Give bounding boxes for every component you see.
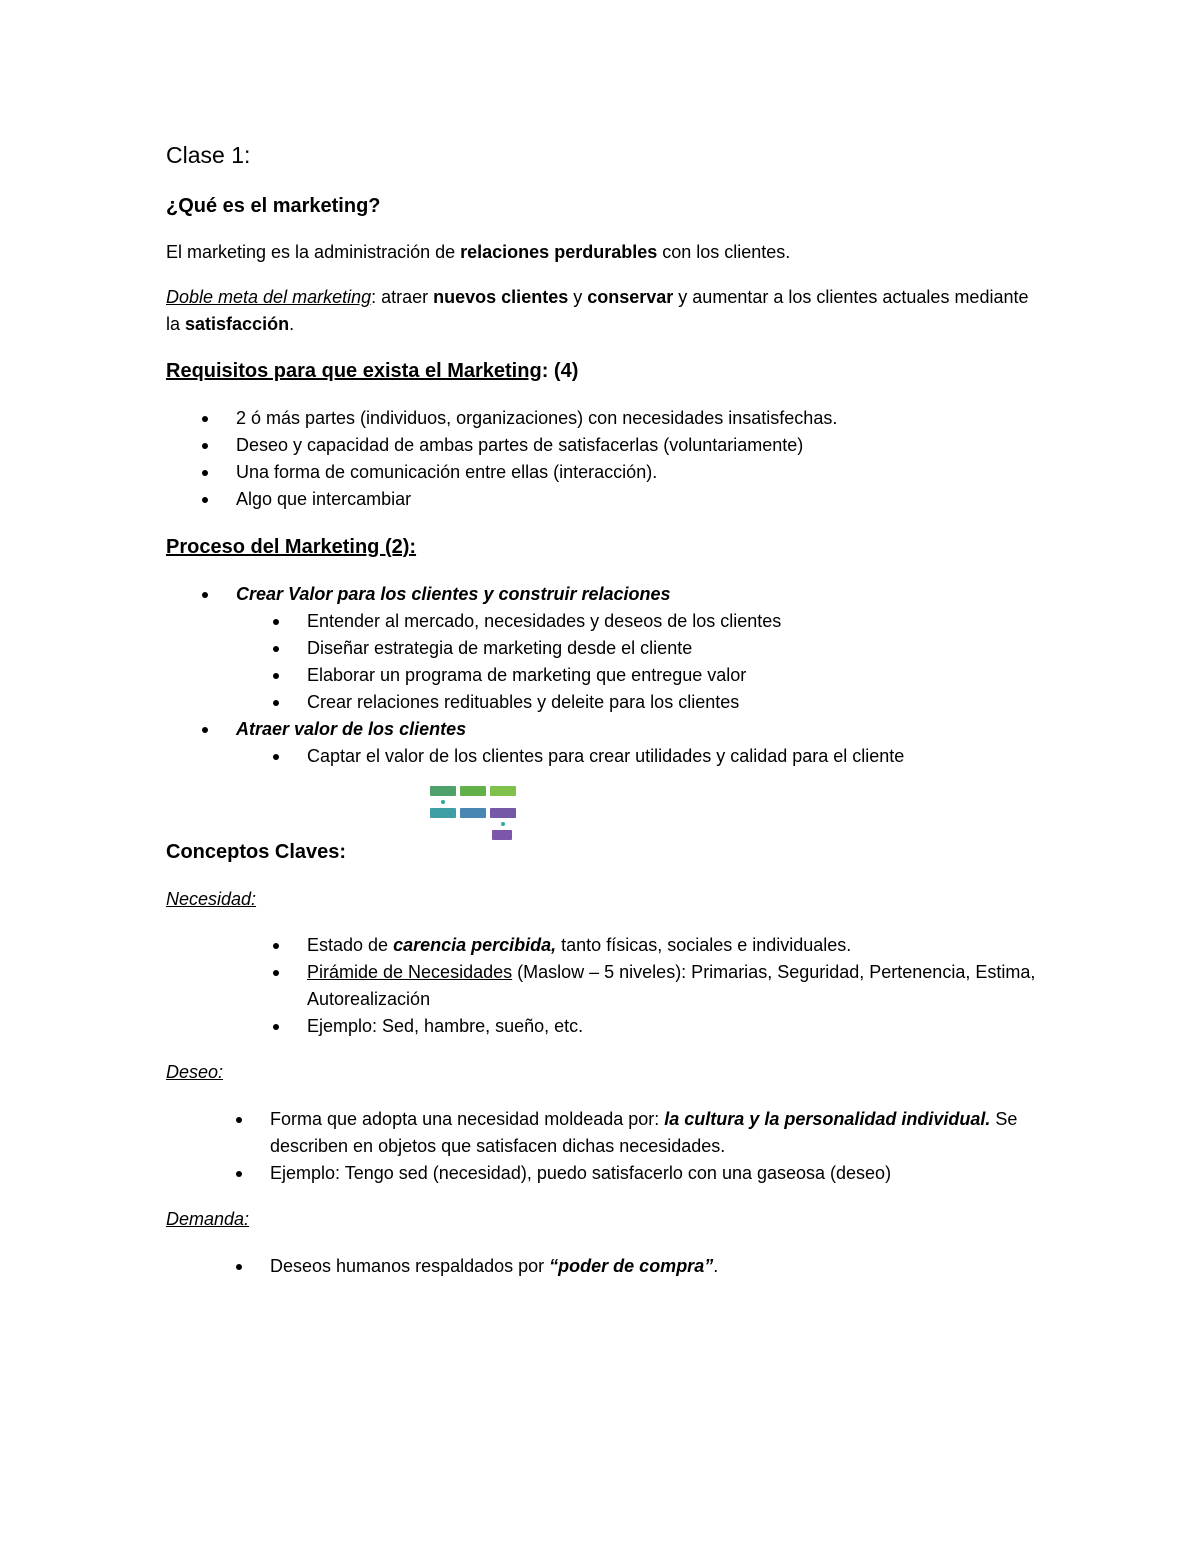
list-item: Ejemplo: Sed, hambre, sueño, etc. [166, 1013, 1036, 1040]
necesidad-label: Necesidad: [166, 889, 257, 909]
list-item: Ejemplo: Tengo sed (necesidad), puedo satisfacerlo con una gaseosa (deseo) [166, 1160, 1036, 1187]
diagram-box [490, 786, 516, 796]
diagram-box [460, 786, 486, 796]
proceso-list-2 [166, 716, 1036, 743]
list-item: Pirámide de Necesidades (Maslow – 5 niveles): Primarias, Seguridad, Pertenencia, Estima, Autorealización [166, 959, 1036, 1013]
diagram-connector [441, 800, 445, 804]
question-heading: ¿Qué es el marketing? [166, 195, 381, 217]
list-item: Estado de carencia percibida, tanto físicas, sociales e individuales. [166, 932, 1036, 959]
list-item: Deseo y capacidad de ambas partes de satisfacerlas (voluntariamente) [166, 432, 1036, 459]
conceptos-row [166, 838, 1036, 866]
deseo-label: Deseo: [166, 1062, 224, 1082]
document-page [166, 140, 1036, 1280]
page-title: Clase 1: [166, 142, 251, 168]
necesidad-list [166, 932, 1036, 1040]
proceso-sublist-2 [166, 743, 1036, 770]
list-item: Algo que intercambiar [166, 486, 1036, 513]
list-item: Atraer valor de los clientes [166, 716, 1036, 743]
list-item: Forma que adopta una necesidad moldeada por: la cultura y la personalidad individual. Se describen en objetos que satisfacen dichas necesidades. [166, 1106, 1036, 1160]
demanda-list [166, 1253, 1036, 1280]
list-item: Deseos humanos respaldados por “poder de compra”. [166, 1253, 1036, 1280]
diagram-box [430, 808, 456, 818]
process-diagram-thumbnail [430, 786, 516, 848]
list-item: Elaborar un programa de marketing que entregue valor [166, 662, 1036, 689]
list-item: Una forma de comunicación entre ellas (interacción). [166, 459, 1036, 486]
list-item: Diseñar estrategia de marketing desde el cliente [166, 635, 1036, 662]
proceso-sublist-1 [166, 608, 1036, 716]
list-item: Captar el valor de los clientes para crear utilidades y calidad para el cliente [166, 743, 1036, 770]
list-item: Crear Valor para los clientes y construir relaciones [166, 581, 1036, 608]
demanda-label: Demanda: [166, 1209, 250, 1229]
requisitos-list [166, 405, 1036, 513]
doble-meta-paragraph: Doble meta del marketing: atraer nuevos clientes y conservar y aumentar a los clientes actuales mediante la satisfacción. [166, 287, 1029, 334]
diagram-box [460, 808, 486, 818]
doble-meta-label: Doble meta del marketing [166, 287, 372, 307]
diagram-box [430, 786, 456, 796]
proceso-list [166, 581, 1036, 608]
proceso-heading: Proceso del Marketing (2): [166, 536, 417, 558]
list-item: Entender al mercado, necesidades y deseos de los clientes [166, 608, 1036, 635]
requisitos-heading: Requisitos para que exista el Marketing: (4) [166, 360, 579, 382]
list-item: 2 ó más partes (individuos, organizaciones) con necesidades insatisfechas. [166, 405, 1036, 432]
conceptos-heading: Conceptos Claves: [166, 841, 347, 863]
diagram-connector [501, 822, 505, 826]
diagram-box [492, 830, 512, 840]
definition-paragraph: El marketing es la administración de relaciones perdurables con los clientes. [166, 242, 791, 262]
diagram-box [490, 808, 516, 818]
deseo-list [166, 1106, 1036, 1187]
list-item: Crear relaciones redituables y deleite para los clientes [166, 689, 1036, 716]
